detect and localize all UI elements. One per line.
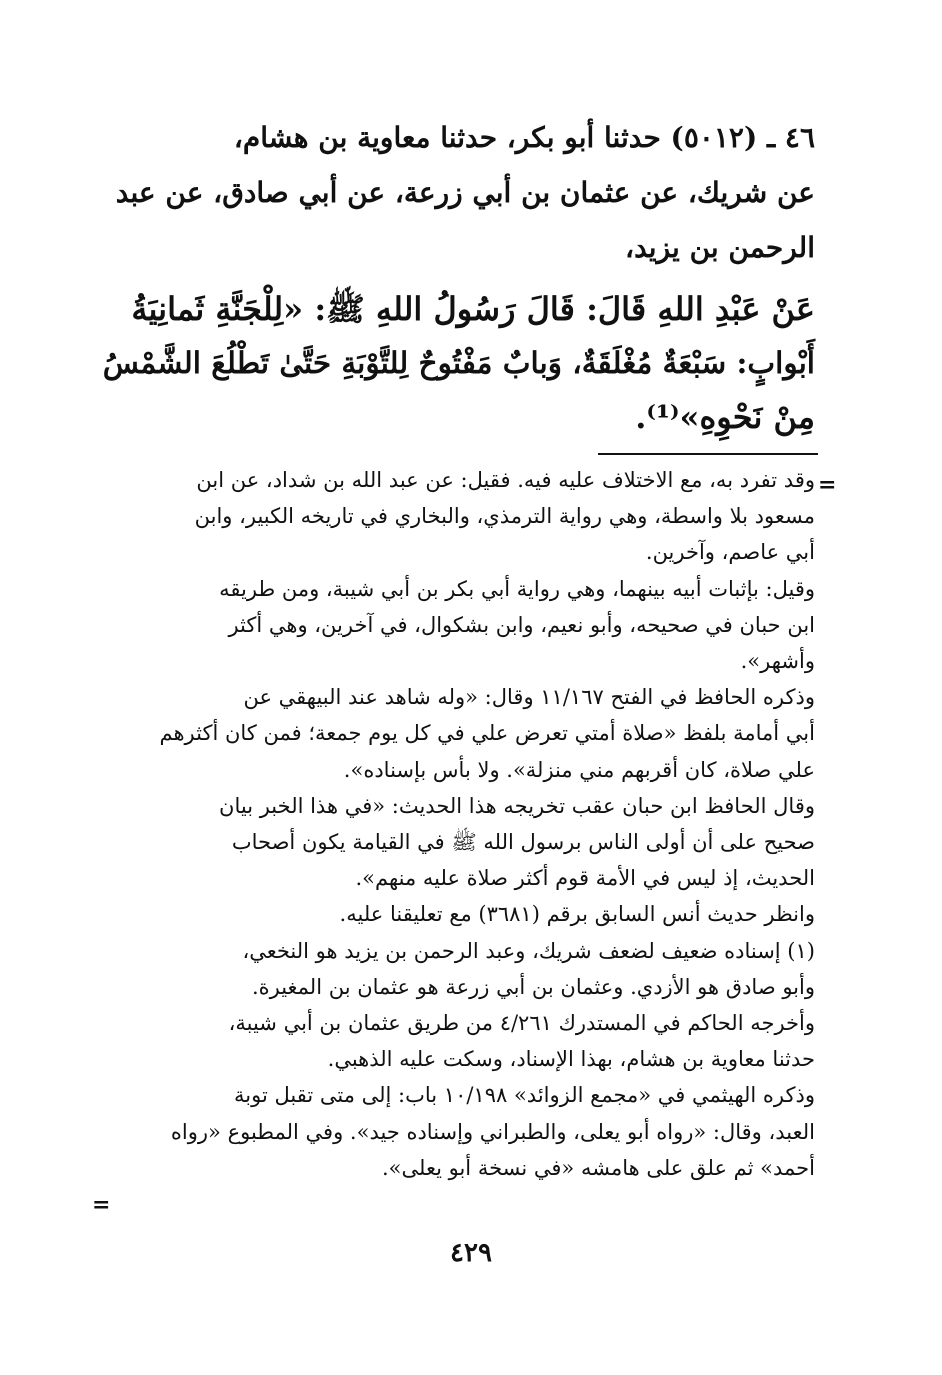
matn-line: عَنْ عَبْدِ اللهِ قَالَ: قَالَ رَسُولُ اللهِ ﷺ: «لِلْجَنَّةِ ثَمانِيَةُ xyxy=(131,290,815,328)
footnote-line: صحيح على أن أولى الناس برسول الله ﷺ في القيامة يكون أصحاب xyxy=(231,830,815,855)
footnote-line: مسعود بلا واسطة، وهي رواية الترمذي، والبخاري في تاريخه الكبير، وابن xyxy=(194,504,815,529)
footnote-line: علي صلاة، كان أقربهم مني منزلة». ولا بأس بإسناده». xyxy=(343,757,815,782)
hadith-isnad xyxy=(100,110,815,275)
footnote-line: ابن حبان في صحيحه، وأبو نعيم، وابن بشكوال، في آخرين، وهي أكثر xyxy=(228,612,815,637)
footnote-separator xyxy=(598,453,818,455)
footnote-line: العبد، وقال: «رواه أبو يعلى، والطبراني وإسناده جيد». وفي المطبوع «رواه xyxy=(170,1119,815,1144)
footnote-line: وانظر حديث أنس السابق برقم (٣٦٨١) مع تعليقنا عليه. xyxy=(339,902,815,927)
footnote-line: وقيل: بإثبات أبيه بينهما، وهي رواية أبي بكر بن أبي شيبة، ومن طريقه xyxy=(219,576,815,601)
matn-line: أَبْوابٍ: سَبْعَةٌ مُغْلَقَةٌ، وَبابٌ مَفْتُوحٌ لِلتَّوْبَةِ حَتَّىٰ تَطْلُعَ الشَّمْسُ xyxy=(102,345,815,380)
footnote-line: وقد تفرد به، مع الاختلاف عليه فيه. فقيل: عن عبد الله بن شداد، عن ابن xyxy=(196,468,815,492)
footnote-continuation-mark-start: = xyxy=(818,472,837,498)
page-number: ٤٢٩ xyxy=(450,1238,492,1268)
footnote-line: أبي أمامة بلفظ «صلاة أمتي تعرض علي في كل يوم جمعة؛ فمن كان أكثرهم xyxy=(159,721,815,746)
footnote-line: وأخرجه الحاكم في المستدرك ٤/٢٦١ من طريق عثمان بن أبي شيبة، xyxy=(228,1011,815,1036)
footnote-line: وذكره الحافظ في الفتح ١١/١٦٧ وقال: «وله شاهد عند البيهقي عن xyxy=(243,685,815,710)
footnote-line: حدثنا معاوية بن هشام، بهذا الإسناد، وسكت عليه الذهبي. xyxy=(327,1047,815,1072)
hadith-matn xyxy=(100,282,815,444)
footnote-line: وقال الحافظ ابن حبان عقب تخريجه هذا الحديث: «في هذا الخبر بيان xyxy=(219,793,815,818)
isnad-line: عن شريك، عن عثمان بن أبي زرعة، عن أبي صادق، عن عبد xyxy=(115,176,815,209)
isnad-line: ٤٦ ـ (٥٠١٢) حدثنا أبو بكر، حدثنا معاوية بن هشام، xyxy=(233,121,815,154)
footnote-line: (١) إسناده ضعيف لضعف شريك، وعبد الرحمن بن يزيد هو النخعي، xyxy=(242,938,815,963)
isnad-line: الرحمن بن يزيد، xyxy=(625,231,815,264)
footnote-line: وأشهر». xyxy=(740,649,815,674)
footnote-line: أبي عاصم، وآخرين. xyxy=(645,540,815,565)
footnote-line: وأبو صادق هو الأزدي. وعثمان بن أبي زرعة هو عثمان بن المغيرة. xyxy=(251,974,815,999)
footnote-continuation-mark-end: = xyxy=(92,1192,111,1218)
footnote-line: أحمد» ثم علق على هامشه «في نسخة أبو يعلى». xyxy=(381,1155,815,1180)
matn-line: مِنْ نَحْوِهِ»⁽¹⁾. xyxy=(635,398,815,436)
footnotes xyxy=(102,462,815,1186)
footnote-line: وذكره الهيثمي في «مجمع الزوائد» ١٠/١٩٨ باب: إلى متى تقبل توبة xyxy=(234,1083,815,1108)
footnote-line: الحديث، إذ ليس في الأمة قوم أكثر صلاة عليه منهم». xyxy=(355,866,815,891)
